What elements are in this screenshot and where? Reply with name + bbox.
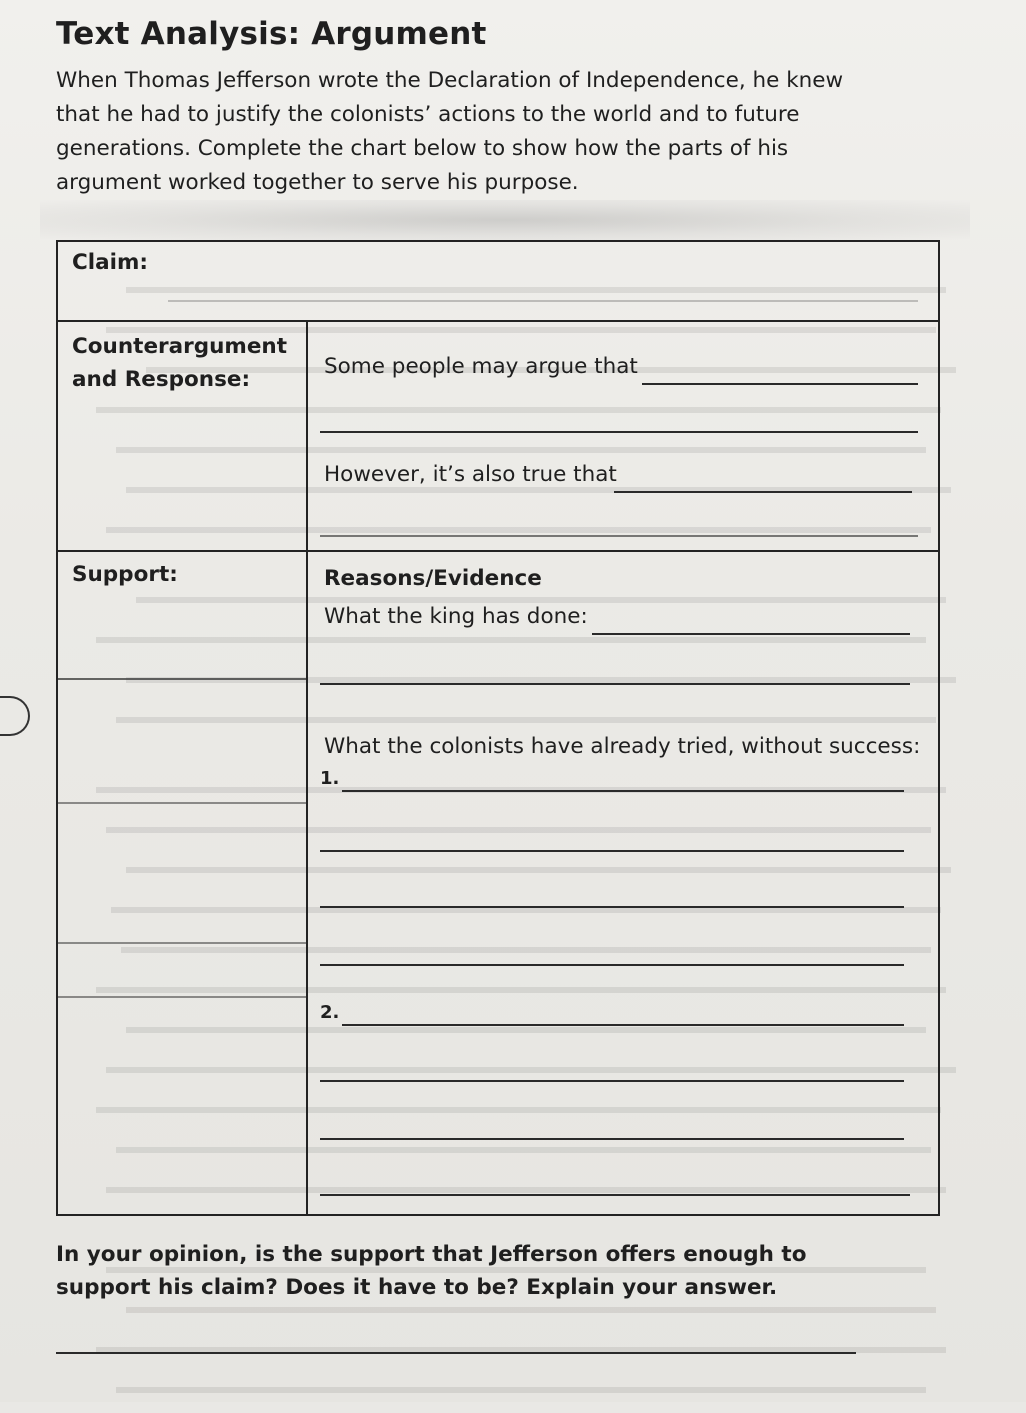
reasons-heading: Reasons/Evidence [324,566,542,591]
item-number-1: 1. [320,768,340,789]
photocopy-smudge [40,200,970,240]
response-answer-line-2[interactable] [320,535,918,537]
claim-answer-line[interactable] [168,300,918,302]
item-2-answer-line-1[interactable] [342,1024,904,1026]
counter-label-line-2: and Response: [72,367,251,392]
item-2-answer-line-2[interactable] [320,1080,904,1082]
left-column-line-1 [58,678,306,680]
item-1-answer-line-4[interactable] [320,964,904,966]
claim-label: Claim: [72,250,149,275]
item-1-answer-line-1[interactable] [342,790,904,792]
item-1-answer-line-2[interactable] [320,850,904,852]
response-answer-line-1[interactable] [614,491,912,493]
king-answer-line-2[interactable] [320,683,910,685]
item-2-answer-line-4[interactable] [320,1194,910,1196]
king-answer-line-1[interactable] [592,633,910,635]
support-label: Support: [72,562,178,587]
counter-label [72,330,287,396]
left-column-line-2 [58,802,306,804]
argument-chart [56,240,940,1216]
counter-answer-line-1[interactable] [642,383,918,385]
king-prompt: What the king has done: [324,604,588,629]
reflection-answer-line[interactable] [56,1352,856,1354]
binder-hole-mark [0,696,30,736]
reflection-question: In your opinion, is the support that Jefferson offers enough to support his claim? Does it have to be? Explain your answer. [56,1242,807,1300]
intro-paragraph: When Thomas Jefferson wrote the Declaration of Independence, he knew that he had to justify the colonists’ actions to the world and to future generations. Complete the chart below to show how the parts of his argument worked together to serve his purpose. [56,68,844,195]
response-prompt: However, it’s also true that [324,462,617,487]
left-column-line-4 [58,996,306,998]
left-column-line-3 [58,942,306,944]
item-1-answer-line-3[interactable] [320,906,904,908]
item-number-2: 2. [320,1002,340,1023]
column-divider [306,320,308,1214]
row-divider-claim [58,320,938,322]
counter-label-line-1: Counterargument [72,334,287,359]
counter-answer-line-2[interactable] [320,431,918,433]
colonists-prompt: What the colonists have already tried, without success: [324,734,921,759]
counter-prompt: Some people may argue that [324,354,638,379]
item-2-answer-line-3[interactable] [320,1138,904,1140]
page-title: Text Analysis: Argument [56,16,487,52]
row-divider-counter [58,550,938,552]
